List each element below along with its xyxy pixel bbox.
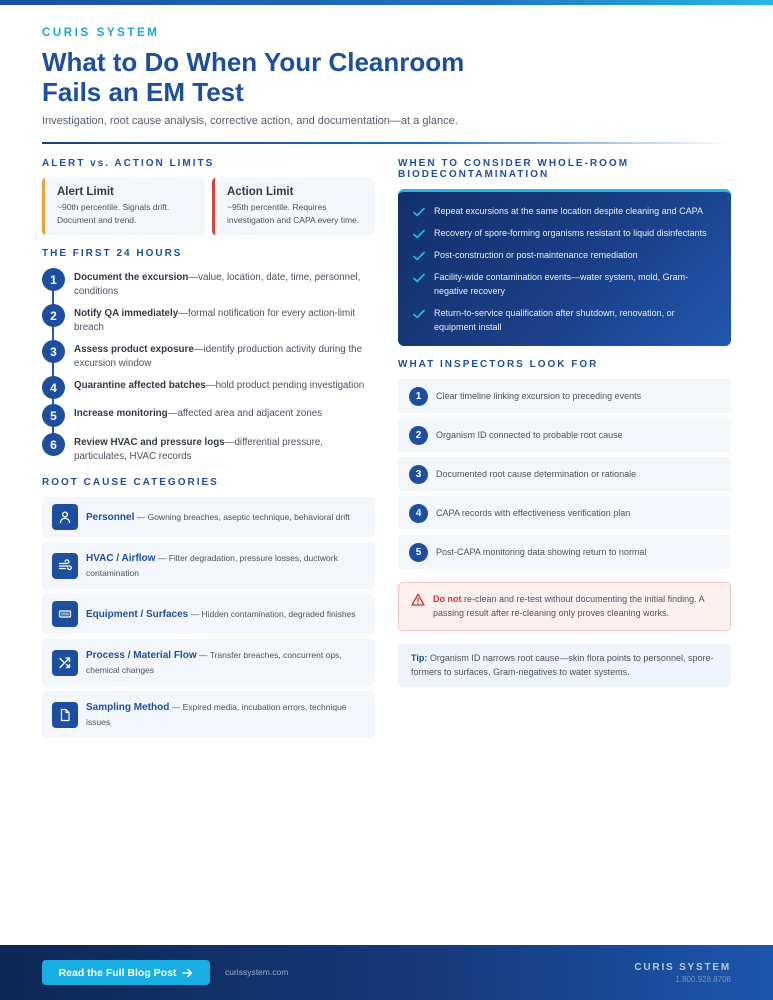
inspector-item-text: Post-CAPA monitoring data showing return to normal bbox=[436, 547, 647, 557]
root-causes-list bbox=[42, 497, 375, 738]
step-desc: —differential pressure, particulates, HVAC records bbox=[74, 437, 324, 462]
root-cause-desc: — Expired media, incubation errors, technique issues bbox=[86, 701, 347, 727]
arrow-right-icon bbox=[182, 968, 193, 978]
page-title: What to Do When Your Cleanroom Fails an EM Test bbox=[42, 47, 465, 107]
step-text bbox=[74, 379, 364, 393]
warning-icon bbox=[411, 593, 425, 606]
step-number-badge: 4 bbox=[42, 376, 65, 399]
root-causes-heading: ROOT CAUSE CATEGORIES bbox=[42, 477, 219, 488]
decon-list-item bbox=[412, 306, 717, 334]
action-limit-card bbox=[212, 178, 375, 235]
decon-list-item bbox=[412, 226, 717, 240]
root-cause-text bbox=[86, 648, 365, 678]
step-number-badge: 1 bbox=[42, 268, 65, 291]
step-desc: —hold product pending investigation bbox=[205, 380, 365, 391]
decon-item-text: Facility-wide contamination events—water system, mold, Gram-negative recovery bbox=[434, 272, 689, 296]
inspector-number-badge: 3 bbox=[409, 465, 428, 484]
page-header bbox=[42, 27, 732, 127]
step-item bbox=[42, 268, 375, 304]
step-text bbox=[74, 271, 375, 298]
step-desc: —formal notification for every action-limit breach bbox=[74, 308, 356, 333]
step-item bbox=[42, 304, 375, 340]
action-limit-title: Action Limit bbox=[227, 186, 294, 198]
top-accent-bar bbox=[0, 0, 773, 5]
decon-item-text: Repeat excursions at the same location despite cleaning and CAPA bbox=[434, 206, 703, 216]
inspector-item bbox=[398, 457, 731, 491]
inspector-item-text: Organism ID connected to probable root cause bbox=[436, 430, 623, 440]
step-desc: —identify production activity during the excursion window bbox=[74, 344, 363, 369]
root-cause-name: Equipment / Surfaces bbox=[86, 608, 189, 620]
inspectors-heading: WHAT INSPECTORS LOOK FOR bbox=[398, 359, 599, 370]
person-icon bbox=[52, 504, 78, 530]
root-cause-text bbox=[86, 700, 365, 730]
step-text bbox=[74, 436, 375, 463]
step-number-badge: 5 bbox=[42, 404, 65, 427]
step-title: Increase monitoring bbox=[74, 408, 168, 419]
alert-limit-title: Alert Limit bbox=[57, 186, 114, 198]
checkmark-icon bbox=[412, 228, 426, 240]
inspector-number-badge: 4 bbox=[409, 504, 428, 523]
inspector-number-badge: 2 bbox=[409, 426, 428, 445]
inspector-item-text: Documented root cause determination or rationale bbox=[436, 469, 637, 479]
step-text bbox=[74, 307, 375, 334]
step-desc: —value, location, date, time, personnel, conditions bbox=[74, 272, 361, 297]
checkmark-icon bbox=[412, 206, 426, 218]
inspector-item bbox=[398, 379, 731, 413]
root-cause-card bbox=[42, 639, 375, 686]
inspector-item bbox=[398, 535, 731, 569]
root-cause-text bbox=[86, 510, 350, 525]
step-item bbox=[42, 340, 375, 376]
step-item bbox=[42, 376, 375, 404]
document-icon bbox=[52, 702, 78, 728]
root-cause-card bbox=[42, 691, 375, 738]
decon-item-text: Recovery of spore-forming organisms resistant to liquid disinfectants bbox=[434, 228, 707, 238]
decon-card bbox=[398, 189, 731, 346]
steps-list bbox=[42, 268, 375, 461]
limits-row bbox=[42, 178, 375, 235]
root-cause-name: Process / Material Flow bbox=[86, 649, 197, 661]
first24-heading: THE FIRST 24 HOURS bbox=[42, 248, 183, 259]
root-cause-card bbox=[42, 594, 375, 634]
brand-name: CURIS SYSTEM bbox=[634, 962, 731, 973]
root-cause-card bbox=[42, 497, 375, 537]
left-column bbox=[42, 158, 375, 743]
root-cause-name: Personnel bbox=[86, 511, 135, 523]
warning-callout bbox=[398, 582, 731, 631]
tip-label: Tip: bbox=[411, 653, 428, 663]
root-cause-desc: — Hidden contamination, degraded finishes bbox=[190, 608, 356, 619]
decon-list-item bbox=[412, 248, 717, 262]
inspector-item-text: Clear timeline linking excursion to preceding events bbox=[436, 391, 642, 401]
step-number-badge: 2 bbox=[42, 304, 65, 327]
step-item bbox=[42, 404, 375, 433]
website-link[interactable]: curissystem.com bbox=[225, 967, 289, 977]
step-number-badge: 6 bbox=[42, 433, 65, 456]
root-cause-desc: — Filter degradation, pressure losses, ductwork contamination bbox=[86, 552, 338, 578]
footer-brand bbox=[634, 962, 731, 984]
checkmark-icon bbox=[412, 272, 426, 284]
decon-list-item bbox=[412, 270, 717, 298]
decon-item-text: Post-construction or post-maintenance remediation bbox=[434, 250, 638, 260]
step-desc: —affected area and adjacent zones bbox=[167, 408, 323, 419]
root-cause-desc: — Transfer breaches, concurrent ops, chemical changes bbox=[86, 649, 342, 675]
root-cause-text bbox=[86, 607, 356, 622]
brand-eyebrow: CURIS SYSTEM bbox=[42, 27, 160, 39]
root-cause-name: Sampling Method bbox=[86, 701, 170, 713]
root-cause-text bbox=[86, 551, 365, 581]
limits-heading: ALERT vs. ACTION LIMITS bbox=[42, 158, 215, 169]
step-number-badge: 3 bbox=[42, 340, 65, 363]
inspector-item-text: CAPA records with effectiveness verification plan bbox=[436, 508, 631, 518]
step-text bbox=[74, 343, 375, 370]
cta-label: Read the Full Blog Post bbox=[58, 966, 177, 979]
page-subtitle: Investigation, root cause analysis, corrective action, and documentation—at a glance. bbox=[42, 115, 458, 127]
shuffle-icon bbox=[52, 650, 78, 676]
alert-limit-card bbox=[42, 178, 205, 235]
root-cause-name: HVAC / Airflow bbox=[86, 552, 156, 564]
right-column bbox=[398, 158, 731, 687]
step-title: Review HVAC and pressure logs bbox=[74, 437, 225, 448]
step-title: Quarantine affected batches bbox=[74, 380, 206, 391]
step-title: Assess product exposure bbox=[74, 344, 194, 355]
root-cause-card bbox=[42, 542, 375, 589]
inspector-number-badge: 1 bbox=[409, 387, 428, 406]
airflow-icon bbox=[52, 553, 78, 579]
brand-phone: 1.800.928.8708 bbox=[675, 975, 731, 984]
step-text bbox=[74, 407, 322, 421]
decon-heading: WHEN TO CONSIDER WHOLE-ROOM BIODECONTAMINATION bbox=[398, 158, 630, 180]
read-blog-post-button[interactable] bbox=[42, 960, 210, 985]
checkmark-icon bbox=[412, 250, 426, 262]
equipment-icon bbox=[52, 601, 78, 627]
action-limit-desc: ~95th percentile. Requires investigation and CAPA every time. bbox=[227, 202, 360, 225]
checkmark-icon bbox=[412, 308, 426, 320]
warning-emphasis: Do not bbox=[433, 594, 462, 604]
decon-list-item bbox=[412, 204, 717, 218]
inspector-number-badge: 5 bbox=[409, 543, 428, 562]
header-divider bbox=[42, 142, 732, 144]
decon-item-text: Return-to-service qualification after shutdown, renovation, or equipment install bbox=[434, 308, 675, 332]
alert-limit-desc: ~90th percentile. Signals drift. Document and trend. bbox=[57, 202, 170, 225]
warning-body: re-clean and re-test without documenting the initial finding. A passing result after re-cleaning only proves cleaning works. bbox=[433, 594, 705, 618]
inspector-item bbox=[398, 496, 731, 530]
warning-text bbox=[433, 592, 718, 620]
step-item bbox=[42, 433, 375, 461]
step-title: Document the excursion bbox=[74, 272, 189, 283]
footer bbox=[0, 945, 773, 1000]
root-cause-desc: — Gowning breaches, aseptic technique, behavioral drift bbox=[136, 511, 350, 522]
tip-body: Organism ID narrows root cause—skin flora points to personnel, spore-formers to surfaces, Gram-negatives to water systems. bbox=[411, 653, 714, 677]
step-title: Notify QA immediately bbox=[74, 308, 179, 319]
inspectors-list bbox=[398, 379, 731, 569]
inspector-item bbox=[398, 418, 731, 452]
tip-callout bbox=[398, 644, 731, 687]
